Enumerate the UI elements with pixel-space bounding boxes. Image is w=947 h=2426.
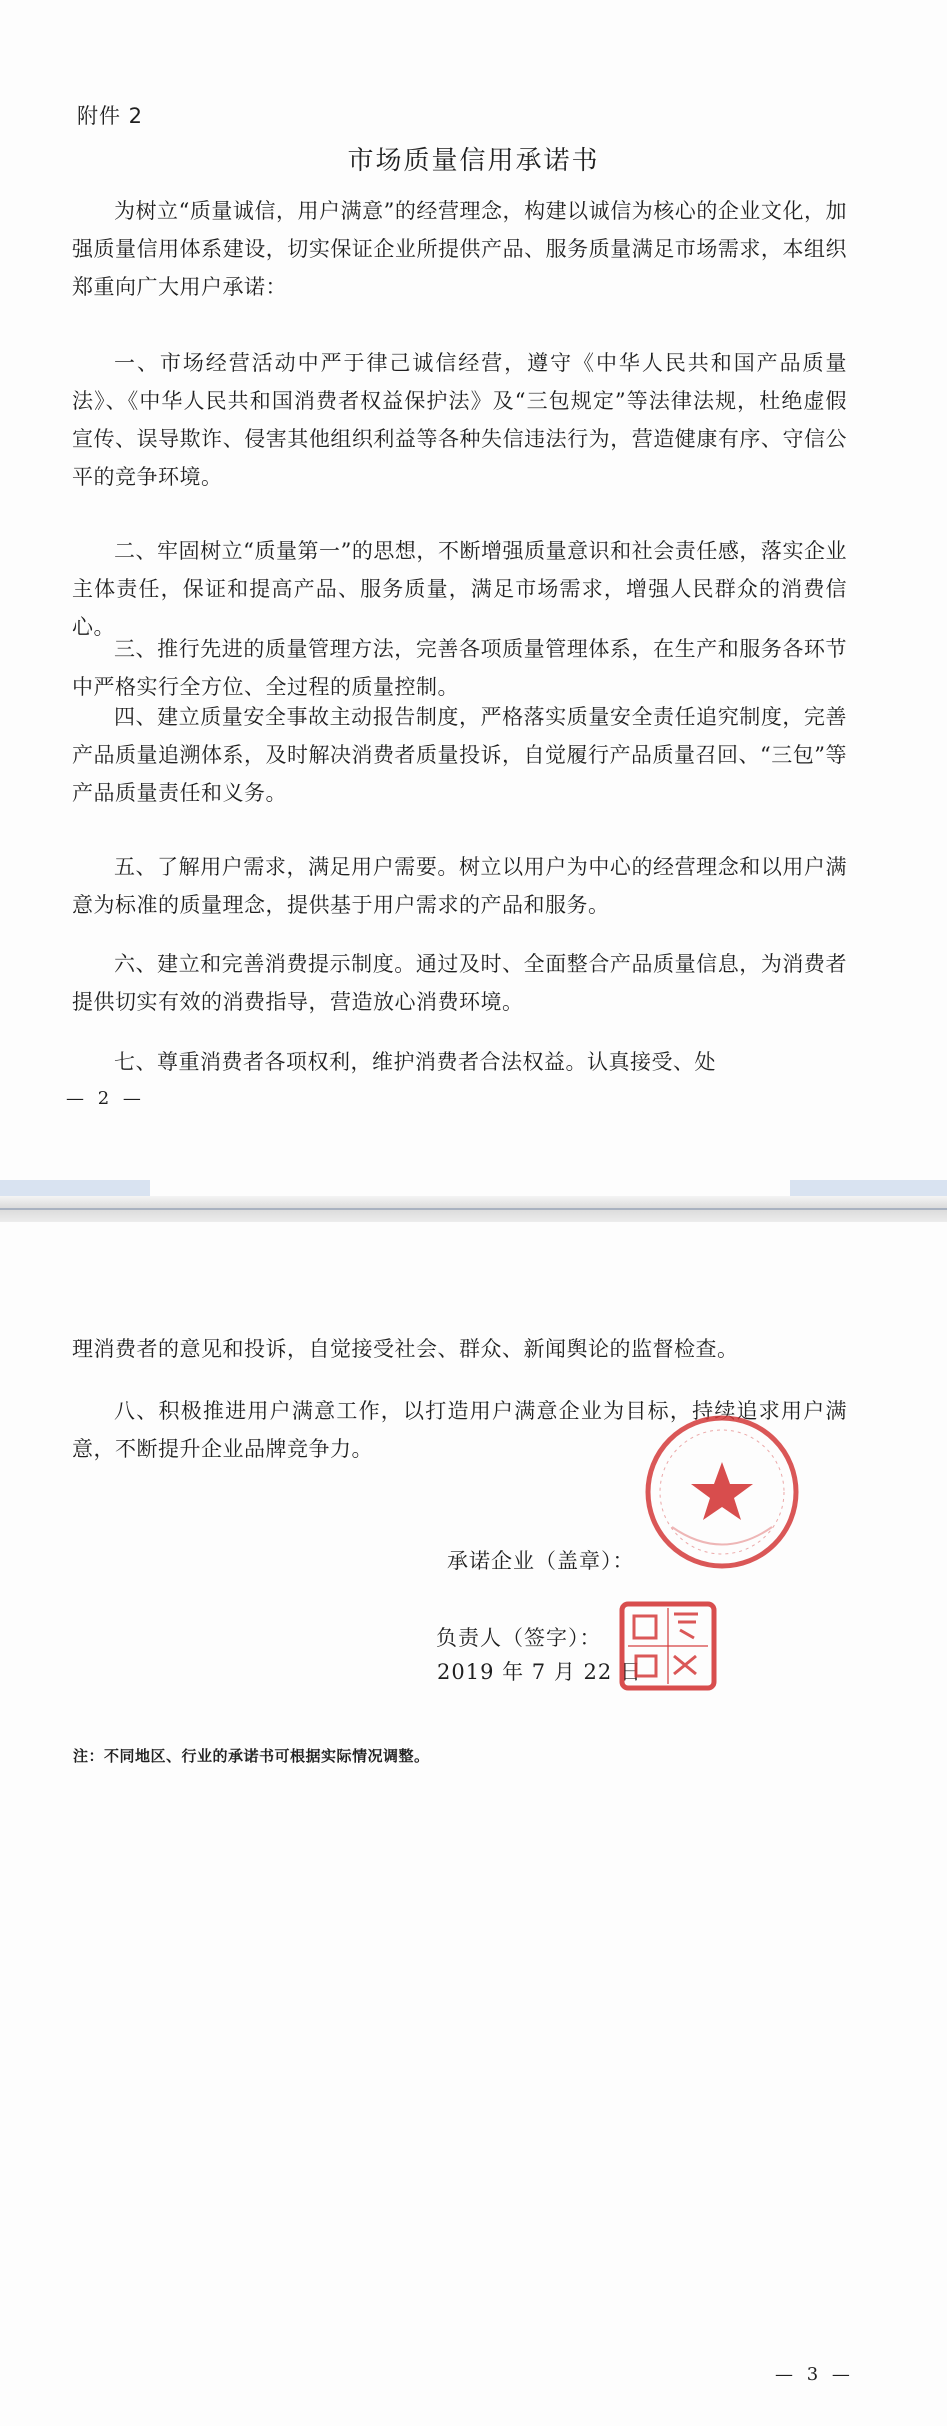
signing-date: 2019 年 7 月 22 日	[437, 1660, 642, 1684]
attachment-label: 附件 2	[77, 104, 144, 128]
footnote: 注：不同地区、行业的承诺书可根据实际情况调整。	[73, 1747, 430, 1765]
commitment-2: 二、牢固树立“质量第一”的思想，不断增强质量意识和社会责任感，落实企业主体责任，保证和提高产品、服务质量，满足市场需求，增强人民群众的消费信心。	[72, 539, 847, 639]
page-number: — 2 —	[66, 1088, 145, 1109]
company-seal-label: 承诺企业（盖章）：	[447, 1549, 635, 1573]
page-divider	[0, 1196, 947, 1224]
intro-paragraph: 为树立“质量诚信，用户满意”的经营理念，构建以诚信为核心的企业文化，加强质量信用体系建设，切实保证企业所提供产品、服务质量满足市场需求，本组织郑重向广大用户承诺：	[72, 199, 847, 299]
personal-seal-icon	[618, 1600, 718, 1692]
commitment-6: 六、建立和完善消费提示制度。通过及时、全面整合产品质量信息，为消费者提供切实有效的消费指导，营造放心消费环境。	[72, 952, 847, 1014]
commitment-5: 五、了解用户需求，满足用户需要。树立以用户为中心的经营理念和以用户满意为标准的质量理念，提供基于用户需求的产品和服务。	[72, 855, 847, 917]
responsible-person-label: 负责人（签字）：	[436, 1626, 602, 1650]
commitment-1: 一、市场经营活动中严于律己诚信经营，遵守《中华人民共和国产品质量法》、《中华人民共和国消费者权益保护法》及“三包规定”等法律法规，杜绝虚假宣传、误导欺诈、侵害其他组织利益等各种失信违法行为，营造健康有序、守信公平的竞争环境。	[72, 351, 847, 489]
commitment-7-continuation: 理消费者的意见和投诉，自觉接受社会、群众、新闻舆论的监督检查。	[72, 1337, 739, 1361]
document-title: 市场质量信用承诺书	[347, 146, 600, 176]
commitment-8: 八、积极推进用户满意工作，以打造用户满意企业为目标，持续追求用户满意，不断提升企业品牌竞争力。	[72, 1399, 847, 1461]
commitment-3: 三、推行先进的质量管理方法，完善各项质量管理体系，在生产和服务各环节中严格实行全方位、全过程的质量控制。	[72, 637, 847, 699]
document-page-1	[0, 0, 947, 1210]
page-number: — 3 —	[775, 2364, 854, 2385]
commitment-4: 四、建立质量安全事故主动报告制度，严格落实质量安全责任追究制度，完善产品质量追溯体系，及时解决消费者质量投诉，自觉履行产品质量召回、“三包”等产品质量责任和义务。	[72, 705, 847, 805]
page-divider-line	[0, 1208, 947, 1210]
commitment-7-start: 七、尊重消费者各项权利，维护消费者合法权益。认真接受、处	[114, 1050, 716, 1074]
company-seal-icon	[642, 1412, 802, 1572]
